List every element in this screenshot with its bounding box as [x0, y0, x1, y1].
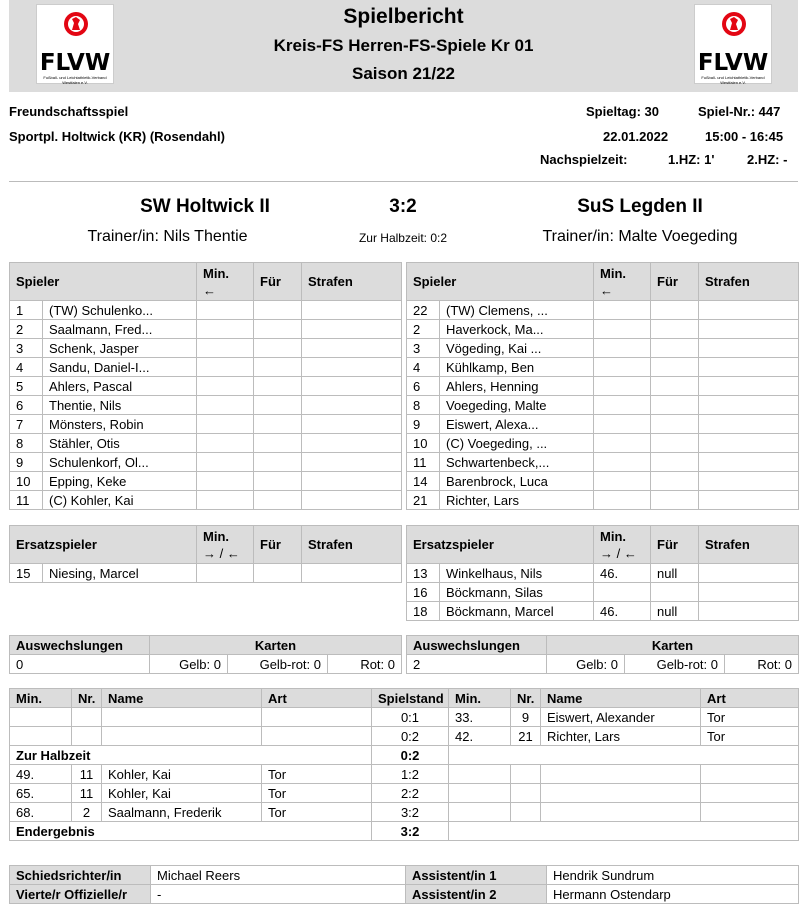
table-row [407, 320, 799, 339]
player-name: Haverkock, Ma... [440, 320, 594, 339]
col-cards: Karten [547, 636, 799, 655]
player-penalty [699, 564, 799, 583]
player-for [254, 377, 302, 396]
player-number: 10 [10, 472, 43, 491]
player-penalty [302, 453, 402, 472]
player-name: Ahlers, Henning [440, 377, 594, 396]
goal-score: 1:2 [372, 765, 449, 784]
assistant1-name: Hendrik Sundrum [547, 866, 799, 885]
goal-player-name: Richter, Lars [541, 727, 701, 746]
officials-table [9, 865, 799, 904]
player-penalty [699, 415, 799, 434]
col-for: Für [254, 526, 302, 564]
player-min [594, 396, 651, 415]
player-name: Ahlers, Pascal [43, 377, 197, 396]
player-for [254, 472, 302, 491]
player-min [197, 415, 254, 434]
col-sub-player: Ersatzspieler [407, 526, 594, 564]
table-row [10, 434, 402, 453]
goal-min: 33. [449, 708, 511, 727]
player-number: 10 [407, 434, 440, 453]
away-team-name: SuS Legden II [577, 196, 703, 217]
player-penalty [699, 434, 799, 453]
player-penalty [302, 564, 402, 583]
assistant2-label: Assistent/in 2 [406, 885, 547, 904]
player-penalty [699, 339, 799, 358]
col-min: Min. → / ← [197, 526, 254, 564]
player-min [594, 434, 651, 453]
match-date: 22.01.2022 [603, 129, 669, 144]
table-row [10, 472, 402, 491]
player-penalty [302, 396, 402, 415]
player-for [651, 358, 699, 377]
player-name: Mönsters, Robin [43, 415, 197, 434]
table-row [407, 377, 799, 396]
player-number: 8 [10, 434, 43, 453]
player-name: Schwartenbeck,... [440, 453, 594, 472]
goal-row [10, 727, 799, 746]
player-min [594, 472, 651, 491]
player-for [254, 564, 302, 583]
divider [9, 181, 798, 182]
extra-time-first-half: 1.HZ: 1' [668, 152, 715, 167]
col-penalty: Strafen [302, 263, 402, 301]
col-away-min: Min. [449, 689, 511, 708]
col-for: Für [254, 263, 302, 301]
report-header [9, 0, 798, 92]
player-for [651, 320, 699, 339]
player-min [197, 358, 254, 377]
col-for: Für [651, 526, 699, 564]
player-number: 4 [407, 358, 440, 377]
player-min [197, 564, 254, 583]
player-number: 2 [407, 320, 440, 339]
player-penalty [699, 491, 799, 510]
player-number: 3 [10, 339, 43, 358]
col-cards: Karten [150, 636, 402, 655]
player-name: Böckmann, Silas [440, 583, 594, 602]
logo-subtitle: Fußball- und Leichtathletik-Verband Westfalen e.V. [43, 75, 107, 85]
page-title: Spielbericht [343, 5, 464, 28]
player-penalty [699, 583, 799, 602]
player-number: 2 [10, 320, 43, 339]
player-penalty [699, 320, 799, 339]
away-sub-count: 2 [407, 655, 547, 674]
player-penalty [699, 358, 799, 377]
goal-min: 68. [10, 803, 72, 822]
season-title: Saison 21/22 [351, 64, 455, 83]
home-cards-table [9, 635, 402, 674]
col-sub-player: Ersatzspieler [10, 526, 197, 564]
goal-score: 2:2 [372, 784, 449, 803]
table-row [407, 583, 799, 602]
final-label: Endergebnis [10, 822, 372, 841]
player-number: 4 [10, 358, 43, 377]
final-score-cell: 3:2 [372, 822, 449, 841]
player-penalty [699, 472, 799, 491]
table-row [407, 491, 799, 510]
player-name: Epping, Keke [43, 472, 197, 491]
player-penalty [302, 472, 402, 491]
player-number: 21 [407, 491, 440, 510]
table-row [10, 564, 402, 583]
player-min [594, 583, 651, 602]
player-name: Saalmann, Fred... [43, 320, 197, 339]
goal-min: 42. [449, 727, 511, 746]
player-min [594, 453, 651, 472]
home-lineup-table [9, 262, 402, 510]
player-for [254, 491, 302, 510]
table-row [407, 339, 799, 358]
player-for [651, 434, 699, 453]
player-number: 18 [407, 602, 440, 621]
matchday: Spieltag: 30 [586, 104, 659, 119]
player-for [651, 377, 699, 396]
halftime-score: Zur Halbzeit: 0:2 [358, 231, 448, 245]
player-number: 1 [10, 301, 43, 320]
goal-type: Tor [701, 708, 799, 727]
goals-table [9, 688, 799, 841]
player-penalty [302, 301, 402, 320]
player-penalty [302, 415, 402, 434]
final-row [10, 822, 799, 841]
player-number: 13 [407, 564, 440, 583]
away-trainer: Trainer/in: Malte Voegeding [542, 228, 738, 245]
player-name: Böckmann, Marcel [440, 602, 594, 621]
away-subs-table [406, 525, 799, 621]
player-min [197, 491, 254, 510]
player-min [594, 301, 651, 320]
goal-score: 0:2 [372, 727, 449, 746]
table-row [10, 301, 402, 320]
col-min: Min. ← [594, 263, 651, 301]
col-away-name: Name [541, 689, 701, 708]
player-number: 16 [407, 583, 440, 602]
player-number: 9 [407, 415, 440, 434]
player-name: Voegeding, Malte [440, 396, 594, 415]
goal-type: Tor [262, 784, 372, 803]
fourth-official-name: - [151, 885, 406, 904]
player-name: Vögeding, Kai ... [440, 339, 594, 358]
goal-row [10, 765, 799, 784]
player-name: Sandu, Daniel-I... [43, 358, 197, 377]
player-min [594, 358, 651, 377]
player-number: 11 [10, 491, 43, 510]
home-sub-count: 0 [10, 655, 150, 674]
table-row [10, 339, 402, 358]
goal-score: 0:1 [372, 708, 449, 727]
player-min [197, 434, 254, 453]
match-type: Freundschaftsspiel [9, 104, 129, 119]
away-red: Rot: 0 [725, 655, 799, 674]
player-for [254, 301, 302, 320]
table-row [10, 453, 402, 472]
player-number: 5 [10, 377, 43, 396]
table-row [407, 434, 799, 453]
player-for [254, 339, 302, 358]
player-for: null [651, 564, 699, 583]
player-number: 6 [10, 396, 43, 415]
player-name: Eiswert, Alexa... [440, 415, 594, 434]
goal-min: 49. [10, 765, 72, 784]
goal-player-name: Eiswert, Alexander [541, 708, 701, 727]
logo-text: FLVW [697, 50, 769, 76]
player-name: Thentie, Nils [43, 396, 197, 415]
player-penalty [302, 491, 402, 510]
table-row [407, 453, 799, 472]
player-for [651, 583, 699, 602]
flvw-logo-right [694, 4, 772, 84]
goal-row [10, 708, 799, 727]
player-for [254, 415, 302, 434]
player-name: (C) Voegeding, ... [440, 434, 594, 453]
player-penalty [699, 396, 799, 415]
player-number: 9 [10, 453, 43, 472]
goal-player-no: 11 [72, 765, 102, 784]
table-row [10, 396, 402, 415]
col-min: Min. → / ← [594, 526, 651, 564]
player-for [651, 415, 699, 434]
goal-min: 65. [10, 784, 72, 803]
col-home-no: Nr. [72, 689, 102, 708]
halftime-label: Zur Halbzeit [10, 746, 372, 765]
player-name: Schulenkorf, Ol... [43, 453, 197, 472]
goal-type: Tor [262, 803, 372, 822]
col-away-no: Nr. [511, 689, 541, 708]
player-for [254, 396, 302, 415]
player-for [651, 301, 699, 320]
home-red: Rot: 0 [328, 655, 402, 674]
goal-player-name: Saalmann, Frederik [102, 803, 262, 822]
extra-time-label: Nachspielzeit: [540, 152, 628, 167]
player-number: 14 [407, 472, 440, 491]
final-score: 3:2 [389, 196, 417, 217]
horse-icon [721, 7, 747, 43]
goal-player-no: 9 [511, 708, 541, 727]
player-min [197, 301, 254, 320]
player-name: Niesing, Marcel [43, 564, 197, 583]
goal-row [10, 784, 799, 803]
halftime-score-cell: 0:2 [372, 746, 449, 765]
player-number: 6 [407, 377, 440, 396]
table-row [10, 491, 402, 510]
player-min [594, 377, 651, 396]
player-number: 15 [10, 564, 43, 583]
halftime-row [10, 746, 799, 765]
table-row [10, 377, 402, 396]
goal-player-name: Kohler, Kai [102, 765, 262, 784]
player-penalty [302, 320, 402, 339]
player-for [254, 434, 302, 453]
assistant2-name: Hermann Ostendarp [547, 885, 799, 904]
table-row [10, 415, 402, 434]
table-row [407, 396, 799, 415]
player-min [197, 453, 254, 472]
player-penalty [699, 377, 799, 396]
player-min [197, 396, 254, 415]
col-player: Spieler [10, 263, 197, 301]
table-row [10, 320, 402, 339]
extra-time-second-half: 2.HZ: - [747, 152, 788, 167]
away-cards-table [406, 635, 799, 674]
player-for [651, 339, 699, 358]
away-lineup-table [406, 262, 799, 510]
player-penalty [302, 358, 402, 377]
col-home-min: Min. [10, 689, 72, 708]
table-row [407, 602, 799, 621]
col-for: Für [651, 263, 699, 301]
player-name: Winkelhaus, Nils [440, 564, 594, 583]
goal-player-name: Kohler, Kai [102, 784, 262, 803]
goal-score: 3:2 [372, 803, 449, 822]
player-name: Richter, Lars [440, 491, 594, 510]
player-for [254, 453, 302, 472]
venue: Sportpl. Holtwick (KR) (Rosendahl) [9, 129, 225, 144]
player-number: 3 [407, 339, 440, 358]
table-row [407, 415, 799, 434]
referee-name: Michael Reers [151, 866, 406, 885]
player-number: 8 [407, 396, 440, 415]
player-number: 11 [407, 453, 440, 472]
goal-player-no: 11 [72, 784, 102, 803]
player-name: Stähler, Otis [43, 434, 197, 453]
home-trainer: Trainer/in: Nils Thentie [87, 228, 248, 245]
player-min [197, 377, 254, 396]
logo-subtitle: Fußball- und Leichtathletik-Verband Westfalen e.V. [701, 75, 765, 85]
col-home-type: Art [262, 689, 372, 708]
table-row [10, 358, 402, 377]
player-name: (TW) Schulenko... [43, 301, 197, 320]
player-number: 22 [407, 301, 440, 320]
goal-row [10, 803, 799, 822]
assistant1-label: Assistent/in 1 [406, 866, 547, 885]
col-home-name: Name [102, 689, 262, 708]
col-min: Min. ← [197, 263, 254, 301]
col-substitutions: Auswechslungen [407, 636, 547, 655]
player-min [594, 491, 651, 510]
player-for [651, 453, 699, 472]
logo-text: FLVW [39, 50, 111, 76]
player-name: Barenbrock, Luca [440, 472, 594, 491]
player-for [254, 320, 302, 339]
player-penalty [302, 339, 402, 358]
table-row [407, 301, 799, 320]
player-for: null [651, 602, 699, 621]
col-substitutions: Auswechslungen [10, 636, 150, 655]
goal-type: Tor [262, 765, 372, 784]
col-away-type: Art [701, 689, 799, 708]
league-title: Kreis-FS Herren-FS-Spiele Kr 01 [273, 36, 534, 55]
player-penalty [699, 301, 799, 320]
player-min [594, 415, 651, 434]
player-number: 7 [10, 415, 43, 434]
goal-player-no: 21 [511, 727, 541, 746]
table-row [407, 358, 799, 377]
table-row [407, 564, 799, 583]
home-team-name: SW Holtwick II [140, 196, 270, 217]
col-penalty: Strafen [302, 526, 402, 564]
player-min [197, 320, 254, 339]
player-name: (TW) Clemens, ... [440, 301, 594, 320]
player-min: 46. [594, 602, 651, 621]
player-for [651, 396, 699, 415]
player-min [594, 320, 651, 339]
table-row [407, 472, 799, 491]
col-score: Spielstand [372, 689, 449, 708]
match-time: 15:00 - 16:45 [705, 129, 784, 144]
col-penalty: Strafen [699, 263, 799, 301]
match-number: Spiel-Nr.: 447 [698, 104, 781, 119]
player-penalty [699, 453, 799, 472]
home-subs-table [9, 525, 402, 583]
goal-player-no: 2 [72, 803, 102, 822]
player-for [651, 491, 699, 510]
player-name: Schenk, Jasper [43, 339, 197, 358]
home-yellow-red: Gelb-rot: 0 [228, 655, 328, 674]
col-player: Spieler [407, 263, 594, 301]
player-name: Kühlkamp, Ben [440, 358, 594, 377]
player-penalty [302, 377, 402, 396]
player-penalty [699, 602, 799, 621]
fourth-official-label: Vierte/r Offizielle/r [10, 885, 151, 904]
away-yellow-red: Gelb-rot: 0 [625, 655, 725, 674]
player-for [254, 358, 302, 377]
player-min [197, 472, 254, 491]
player-min: 46. [594, 564, 651, 583]
away-yellow: Gelb: 0 [547, 655, 625, 674]
player-min [197, 339, 254, 358]
goal-type: Tor [701, 727, 799, 746]
player-penalty [302, 434, 402, 453]
col-penalty: Strafen [699, 526, 799, 564]
player-min [594, 339, 651, 358]
referee-label: Schiedsrichter/in [10, 866, 151, 885]
home-yellow: Gelb: 0 [150, 655, 228, 674]
player-name: (C) Kohler, Kai [43, 491, 197, 510]
player-for [651, 472, 699, 491]
